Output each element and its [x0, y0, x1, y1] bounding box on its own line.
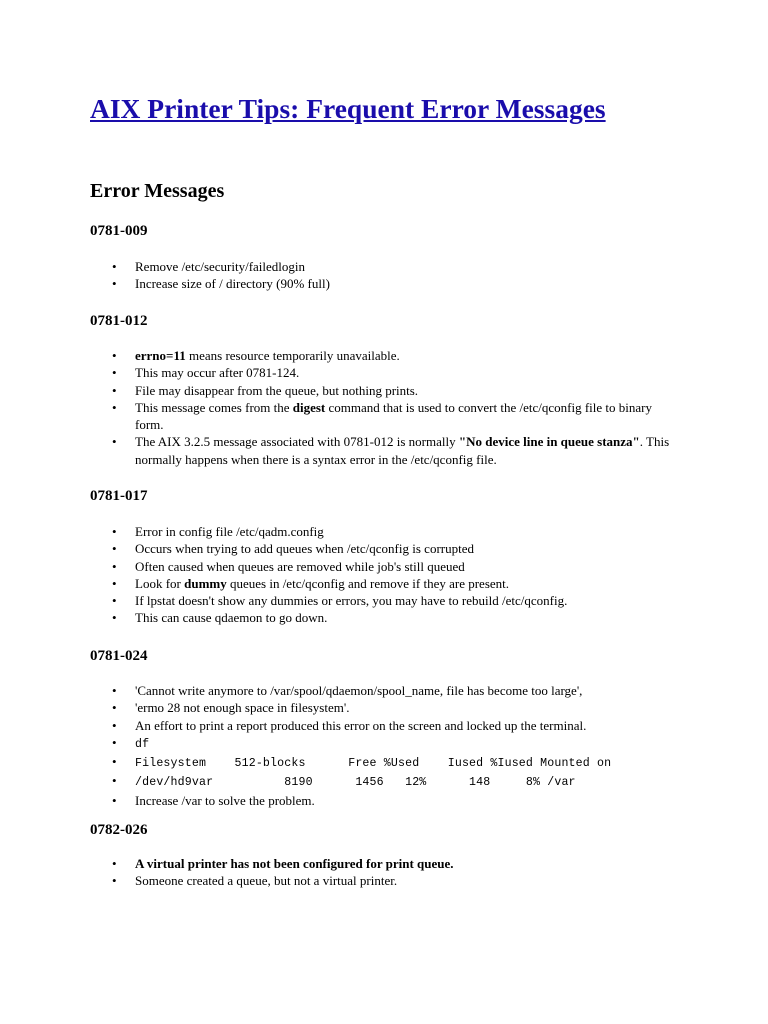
page-title: [90, 90, 606, 128]
list-item: • 'ermo 28 not enough space in filesystem'.: [90, 699, 710, 716]
list-item: • If lpstat doesn't show any dummies or errors, you may have to rebuild /etc/qconfig.: [90, 592, 710, 609]
list-item: • Look for dummy queues in /etc/qconfig and remove if they are present.: [90, 575, 710, 592]
list-item: • Often caused when queues are removed while job's still queued: [90, 558, 710, 575]
bold-term: dummy: [184, 575, 227, 591]
section-heading: Error Messages: [90, 180, 225, 202]
error-code-heading: 0781-009: [90, 223, 148, 239]
bold-term: A virtual printer has not been configured for print queue.: [135, 856, 454, 871]
error-code-heading: 0782-026: [90, 822, 148, 838]
command-output-row: /dev/hd9var 8190 1456 12% 148 8% /var: [135, 776, 576, 790]
list-item: [90, 772, 710, 791]
list-item: • errno=11 means resource temporarily unavailable.: [90, 347, 710, 364]
page-title-link[interactable]: AIX Printer Tips: Frequent Error Messages: [90, 93, 606, 124]
bold-term: "No device line in queue stanza": [458, 434, 640, 450]
list-item: • This may occur after 0781-124.: [90, 364, 710, 381]
error-details-list: [90, 347, 710, 468]
list-item: • Error in config file /etc/qadm.config: [90, 523, 710, 540]
list-item: • Remove /etc/security/failedlogin: [90, 258, 710, 275]
list-item: • This message comes from the digest command that is used to convert the /etc/qconfig file to binary form.: [90, 399, 680, 434]
error-details-list: [90, 682, 710, 809]
error-details-list: [90, 258, 710, 293]
error-details-list: [90, 523, 710, 627]
list-item: • Increase /var to solve the problem.: [90, 792, 710, 809]
list-item: • File may disappear from the queue, but nothing prints.: [90, 382, 710, 399]
list-item: [90, 734, 710, 753]
command-text: df: [135, 737, 150, 751]
bold-term: errno=11: [135, 348, 186, 363]
error-details-list: [90, 855, 710, 890]
list-item: • An effort to print a report produced this error on the screen and locked up the terminal.: [90, 717, 710, 734]
list-item: • This can cause qdaemon to go down.: [90, 609, 710, 626]
list-item: • 'Cannot write anymore to /var/spool/qdaemon/spool_name, file has become too large',: [90, 682, 710, 699]
list-item: [90, 753, 710, 772]
list-item: • The AIX 3.2.5 message associated with 0781-012 is normally "No device line in queue stanza". This normally happens when there is a syntax error in the /etc/qconfig file.: [90, 433, 680, 468]
error-code-heading: 0781-012: [90, 313, 148, 329]
error-code-heading: 0781-024: [90, 648, 148, 664]
list-item: • Occurs when trying to add queues when /etc/qconfig is corrupted: [90, 540, 710, 557]
error-code-heading: 0781-017: [90, 488, 148, 504]
list-item: [90, 855, 710, 872]
list-item: • Someone created a queue, but not a virtual printer.: [90, 872, 710, 889]
list-item: • Increase size of / directory (90% full): [90, 275, 710, 292]
command-output-header: Filesystem 512-blocks Free %Used Iused %Iused Mounted on: [135, 757, 612, 771]
bold-term: digest: [292, 399, 326, 415]
